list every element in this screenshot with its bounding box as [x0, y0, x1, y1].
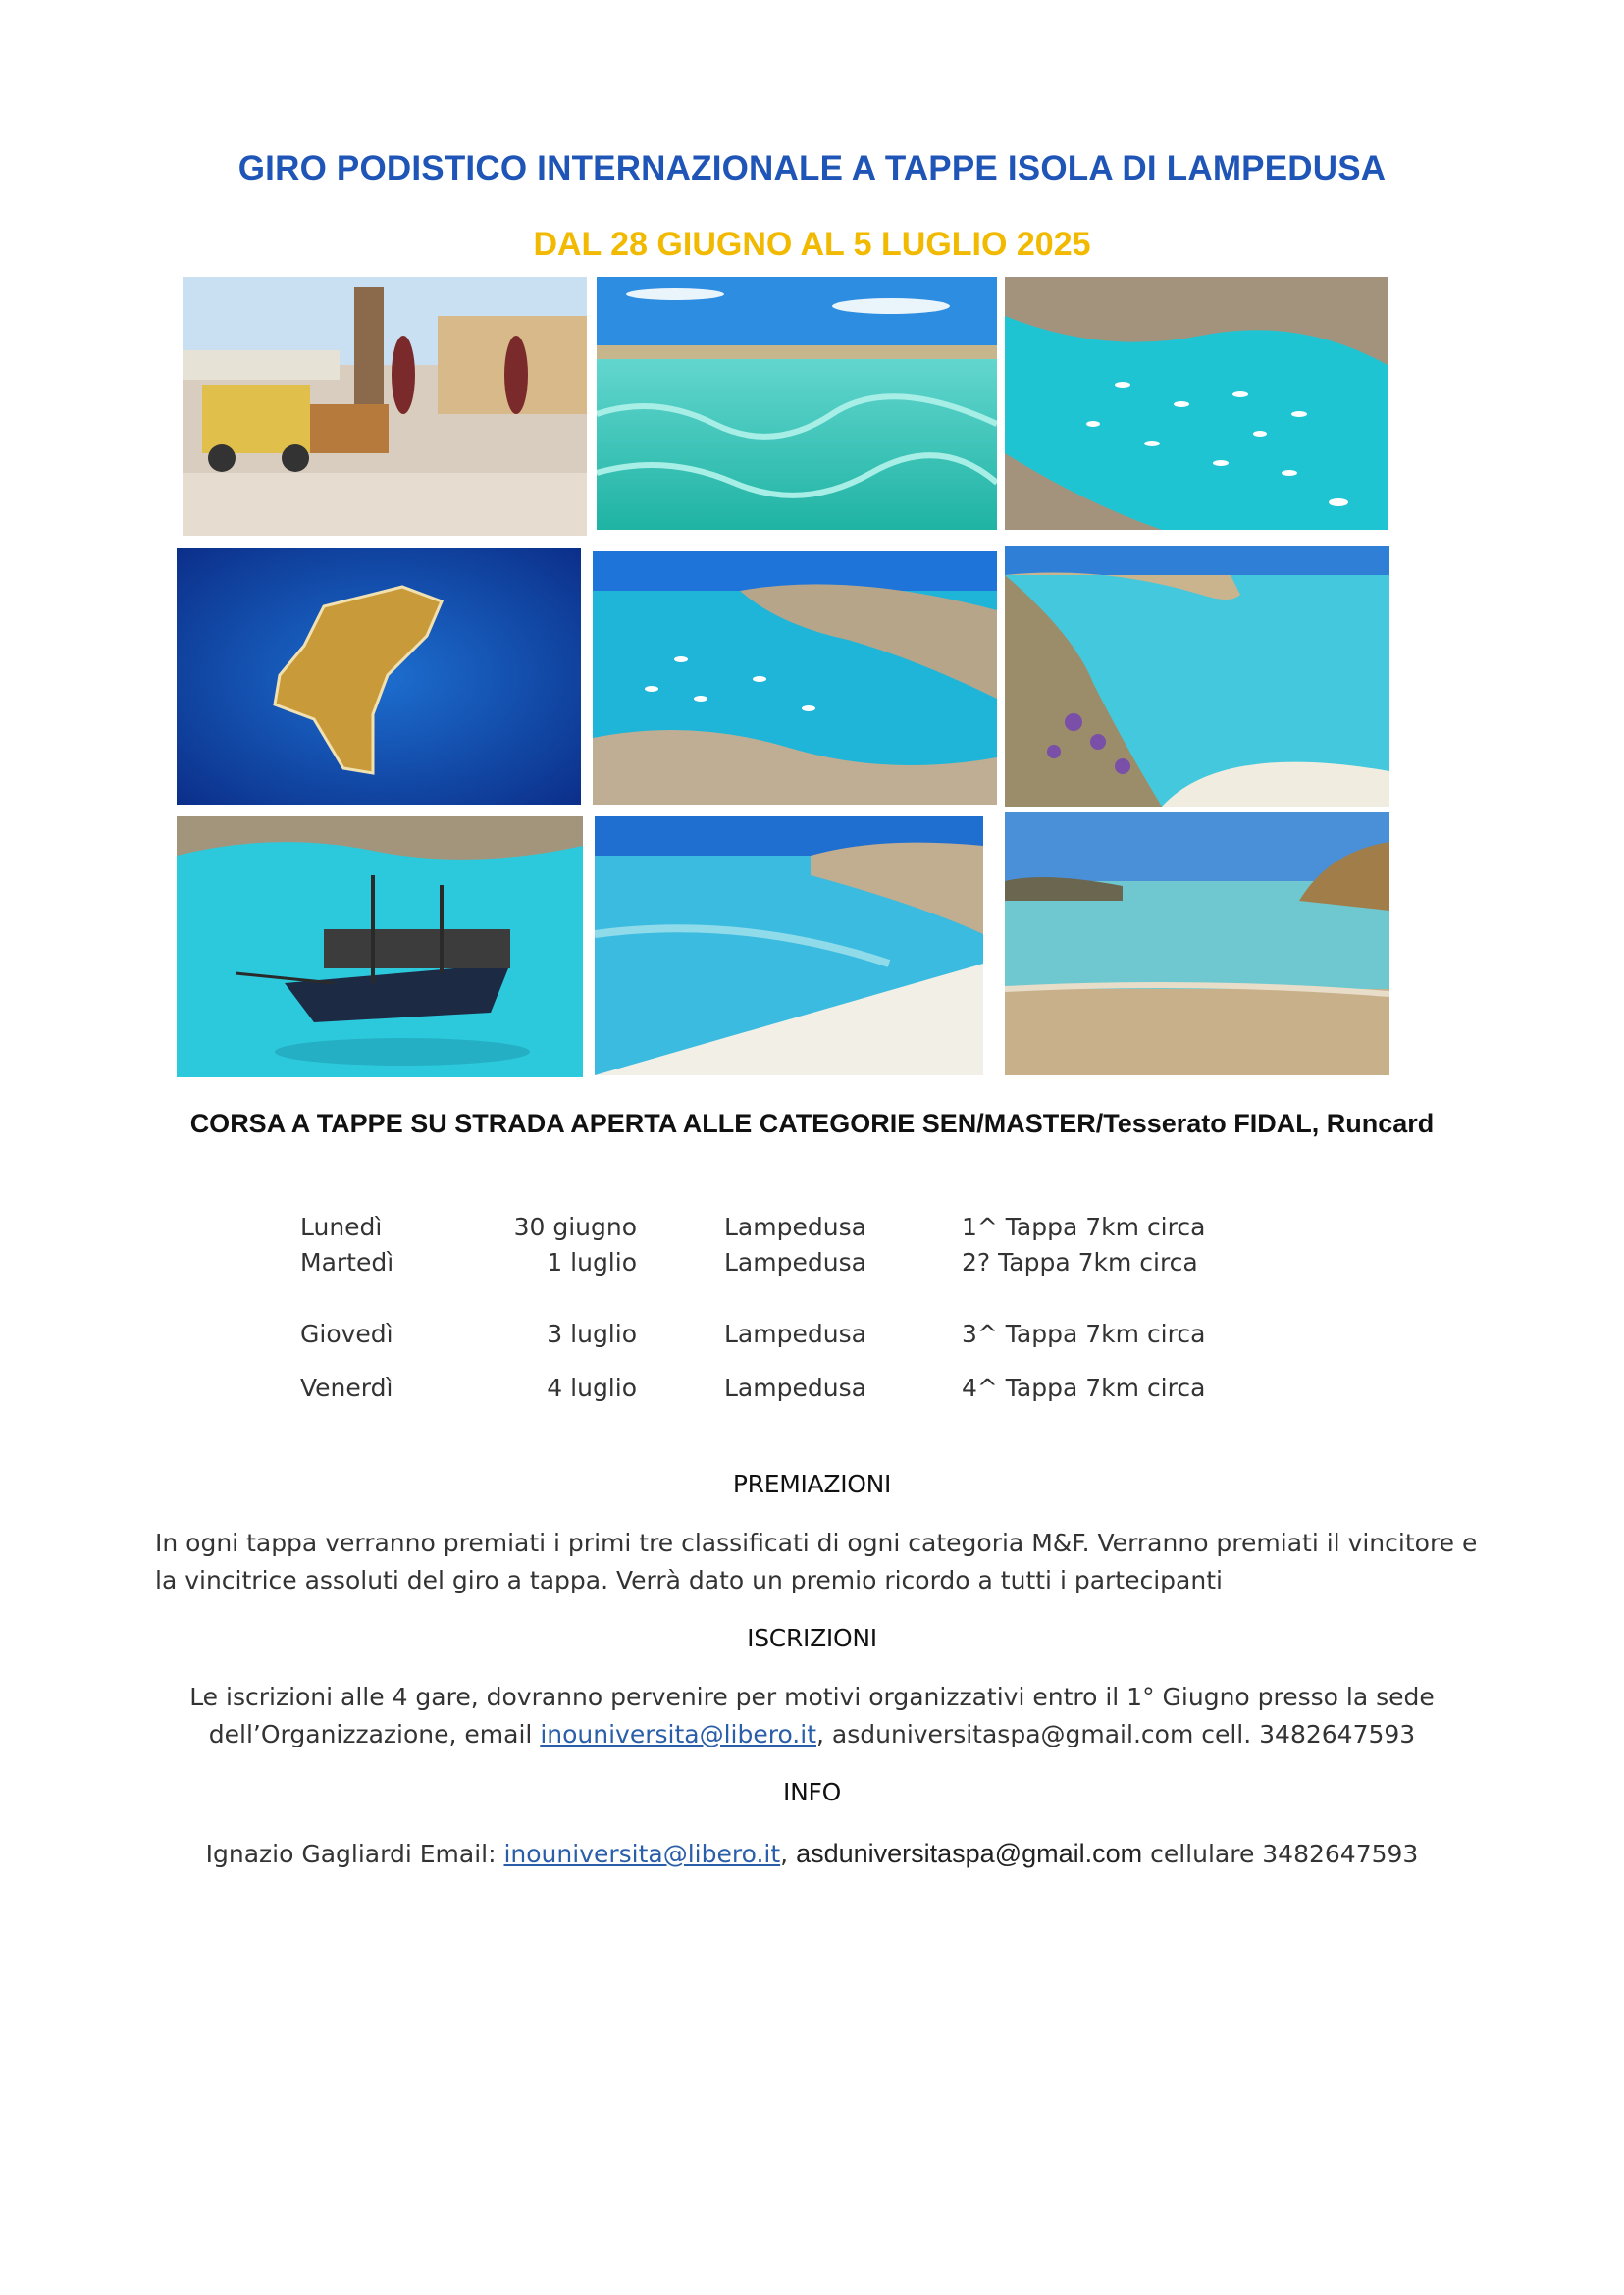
info-sep: ,: [780, 1840, 797, 1868]
iscrizioni-text: [0, 1679, 1624, 1753]
photo-pirate-ship: [177, 816, 583, 1077]
photo-cliff-cove: [593, 551, 997, 805]
schedule-day: Martedì: [300, 1248, 394, 1277]
schedule-row: [0, 1320, 1624, 1353]
event-title: GIRO PODISTICO INTERNAZIONALE A TAPPE ISOLA DI LAMPEDUSA: [237, 149, 1387, 187]
schedule-row: [0, 1213, 1624, 1246]
schedule-row: [0, 1374, 1624, 1407]
schedule-date: 1 luglio: [547, 1248, 637, 1277]
photo-rabbit-beach: [1005, 546, 1389, 807]
schedule-day: Venerdì: [300, 1374, 393, 1402]
info-pre: Ignazio Gagliardi Email:: [205, 1840, 504, 1868]
schedule-date: 30 giugno: [513, 1213, 637, 1241]
photo-clear-water: [597, 277, 997, 530]
photo-boats-bay: [1005, 277, 1388, 530]
photo-town-square: [183, 277, 587, 536]
schedule-place: Lampedusa: [724, 1320, 866, 1348]
info-text: [0, 1835, 1624, 1873]
iscrizioni-line: Le iscrizioni alle 4 gare, dovranno pervenire per motivi organizzativi entro il 1° Giugno presso la sede: [189, 1683, 1435, 1711]
photo-island-aerial: [177, 548, 581, 805]
schedule-place: Lampedusa: [724, 1248, 866, 1277]
iscrizioni-line: [0, 1716, 1624, 1753]
schedule-date: 3 luglio: [547, 1320, 637, 1348]
race-subtitle: CORSA A TAPPE SU STRADA APERTA ALLE CATEGORIE SEN/MASTER/Tesserato FIDAL, Runcard: [189, 1109, 1435, 1138]
iscrizioni-heading: ISCRIZIONI: [747, 1624, 877, 1652]
event-dates: DAL 28 GIUGNO AL 5 LUGLIO 2025: [533, 226, 1091, 263]
schedule-stage: 3^ Tappa 7km circa: [962, 1320, 1206, 1348]
premiazioni-line: la vincitrice assoluti del giro a tappa. Verrà dato un premio ricordo a tutti i partecipanti: [155, 1566, 1223, 1594]
schedule-day: Giovedì: [300, 1320, 393, 1348]
info-heading: INFO: [783, 1778, 841, 1806]
schedule-stage: 1^ Tappa 7km circa: [962, 1213, 1206, 1241]
schedule-place: Lampedusa: [724, 1374, 866, 1402]
info-email2: asduniversitaspa@gmail.com: [796, 1839, 1143, 1868]
schedule-stage: 2? Tappa 7km circa: [962, 1248, 1198, 1277]
schedule-day: Lunedì: [300, 1213, 383, 1241]
schedule-stage: 4^ Tappa 7km circa: [962, 1374, 1206, 1402]
premiazioni-line: In ogni tappa verranno premiati i primi tre classificati di ogni categoria M&F. Verranno premiati il vincitore e: [155, 1529, 1478, 1557]
photo-beach-bay: [595, 816, 983, 1075]
photo-sandy-shore: [1005, 812, 1389, 1075]
schedule-place: Lampedusa: [724, 1213, 866, 1241]
premiazioni-text: [155, 1525, 1529, 1599]
info-post: cellulare 3482647593: [1142, 1840, 1419, 1868]
schedule-row: [0, 1248, 1624, 1281]
email-link[interactable]: inouniversita@libero.it: [503, 1840, 781, 1868]
premiazioni-heading: PREMIAZIONI: [732, 1470, 892, 1498]
iscrizioni-line-post: , asduniversitaspa@gmail.com cell. 3482647593: [816, 1720, 1416, 1748]
schedule-date: 4 luglio: [547, 1374, 637, 1402]
email-link[interactable]: inouniversita@libero.it: [540, 1720, 817, 1748]
iscrizioni-line-pre: dell’Organizzazione, email: [208, 1720, 541, 1748]
